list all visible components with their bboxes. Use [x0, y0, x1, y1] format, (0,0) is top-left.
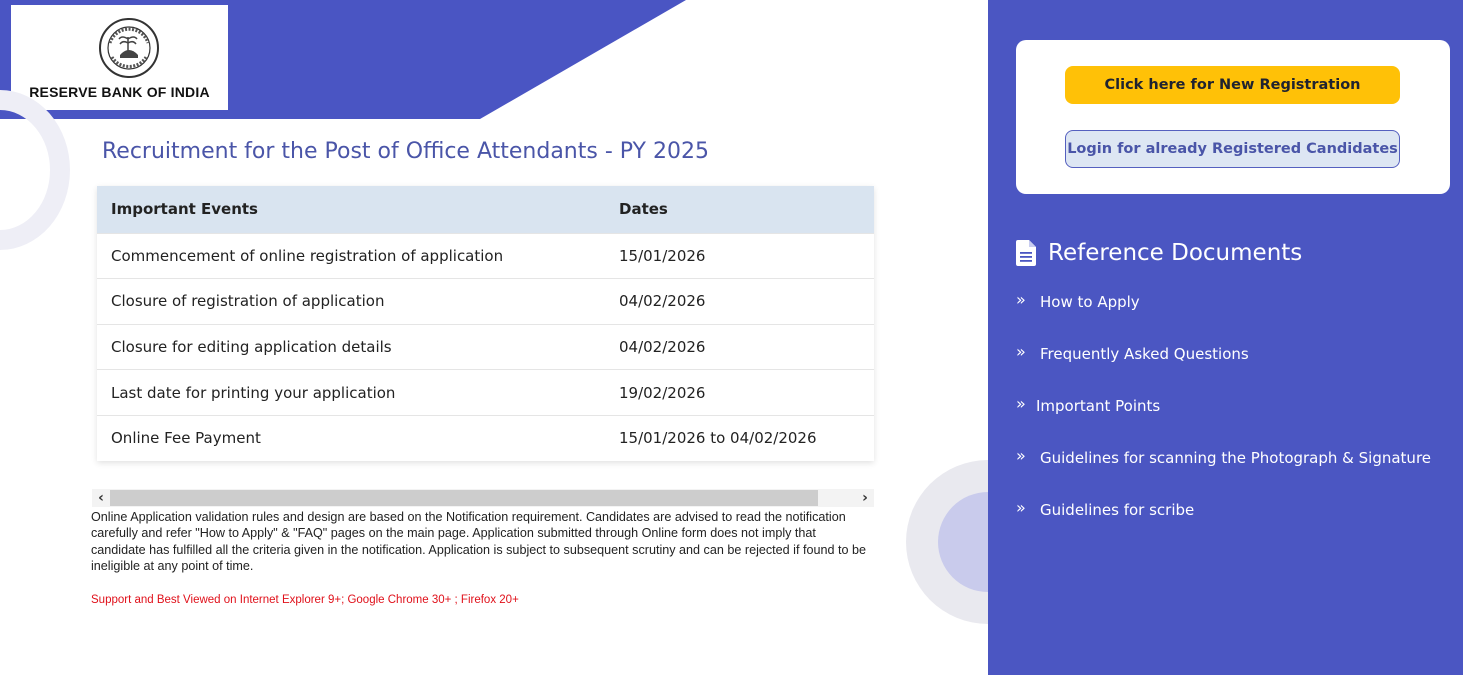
- double-chevron-right-icon: »: [1016, 446, 1026, 465]
- notice-text: Online Application validation rules and design are based on the Notification requirement. Candidates are advised to read the notification carefully and refer "How to Apply" & "FAQ" pages on the main page. Application submitted through Online form does not imply that candidate has fulfilled all the criteria given in the notification. Application is subject to subsequent scrutiny and can be rejected if found to be ineligible at any point of time.: [91, 510, 866, 573]
- table-row: [97, 279, 874, 325]
- rbi-emblem-icon: [98, 17, 160, 79]
- important-events-table: [97, 186, 874, 461]
- double-chevron-right-icon: »: [1016, 394, 1026, 413]
- column-header-dates: Dates: [605, 186, 874, 233]
- date-cell: 04/02/2026: [605, 324, 874, 370]
- reference-link-photo-signature-guidelines[interactable]: [1016, 440, 1456, 492]
- event-cell: Closure for editing application details: [97, 324, 605, 370]
- double-chevron-right-icon: »: [1016, 498, 1026, 517]
- event-cell: Last date for printing your application: [97, 370, 605, 416]
- reference-link-label: How to Apply: [1040, 293, 1140, 311]
- double-chevron-right-icon: »: [1016, 290, 1026, 309]
- right-sidebar: [988, 0, 1463, 675]
- login-button[interactable]: Login for already Registered Candidates: [1065, 130, 1400, 168]
- reference-link-scribe-guidelines[interactable]: [1016, 492, 1456, 544]
- table-row: [97, 415, 874, 461]
- double-chevron-right-icon: »: [1016, 342, 1026, 361]
- reference-link-label: Guidelines for scribe: [1040, 501, 1195, 519]
- date-cell: 15/01/2026: [605, 233, 874, 279]
- table-header-row: [97, 186, 874, 233]
- reference-link-label: Important Points: [1036, 397, 1161, 415]
- logo-text: RESERVE BANK OF INDIA: [29, 84, 210, 100]
- reference-documents-heading: [1016, 236, 1302, 270]
- registration-card: [1016, 40, 1450, 194]
- reference-link-how-to-apply[interactable]: [1016, 284, 1456, 336]
- event-cell: Commencement of online registration of application: [97, 233, 605, 279]
- reference-link-label: Frequently Asked Questions: [1040, 345, 1249, 363]
- reference-link-important-points[interactable]: [1016, 388, 1456, 440]
- rbi-logo[interactable]: [11, 5, 228, 110]
- date-cell: 15/01/2026 to 04/02/2026: [605, 415, 874, 461]
- scrollbar-thumb[interactable]: [110, 490, 818, 506]
- date-cell: 04/02/2026: [605, 279, 874, 325]
- reference-documents-list: [1016, 284, 1456, 544]
- page-title: Recruitment for the Post of Office Attendants - PY 2025: [102, 139, 709, 164]
- table-row: [97, 324, 874, 370]
- reference-link-faq[interactable]: [1016, 336, 1456, 388]
- document-icon: [1016, 240, 1036, 266]
- new-registration-button[interactable]: Click here for New Registration: [1065, 66, 1400, 104]
- event-cell: Closure of registration of application: [97, 279, 605, 325]
- scroll-left-arrow-icon[interactable]: ‹: [98, 490, 104, 506]
- date-cell: 19/02/2026: [605, 370, 874, 416]
- horizontal-scrollbar[interactable]: [92, 489, 874, 507]
- table-row: [97, 370, 874, 416]
- column-header-events: Important Events: [97, 186, 605, 233]
- scroll-right-arrow-icon[interactable]: ›: [862, 490, 868, 506]
- reference-link-label: Guidelines for scanning the Photograph & Signature: [1040, 449, 1432, 467]
- table-row: [97, 233, 874, 279]
- event-cell: Online Fee Payment: [97, 415, 605, 461]
- browser-support-note: Support and Best Viewed on Internet Explorer 9+; Google Chrome 30+ ; Firefox 20+: [91, 594, 519, 606]
- reference-documents-title: Reference Documents: [1048, 240, 1303, 266]
